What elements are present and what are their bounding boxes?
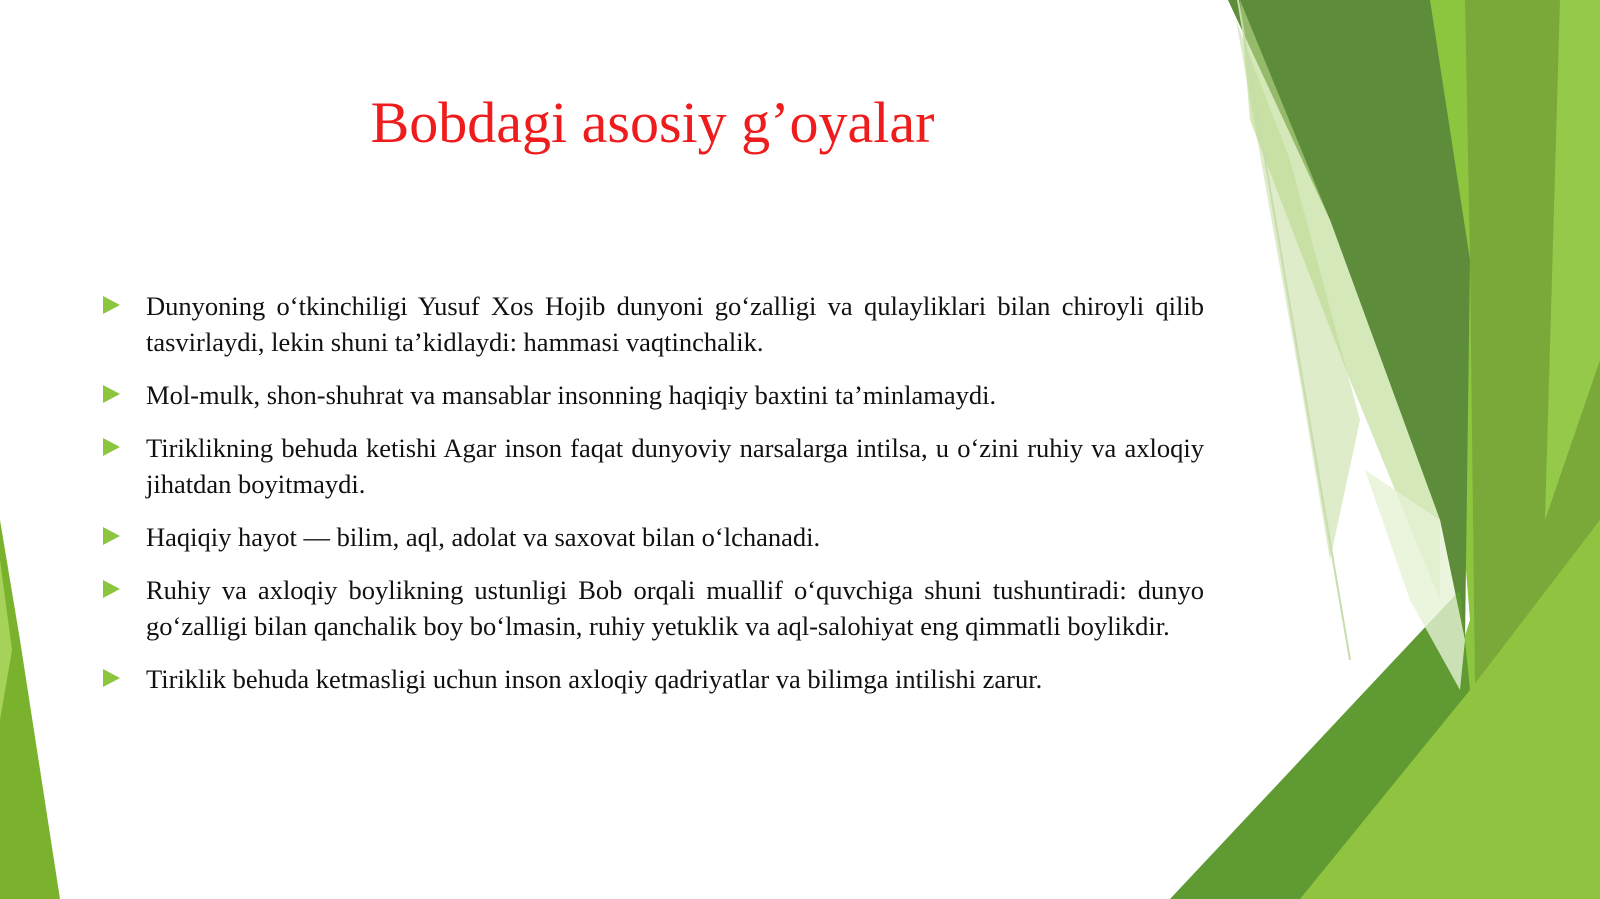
bullet-list: [100, 288, 1204, 714]
bullet-item: [100, 661, 1204, 697]
triangle-right-icon: [103, 296, 120, 314]
bullet-text: Tiriklikning behuda ketishi Agar inson faqat dunyoviy narsalarga intilsa, u o‘zini ruhiy va axloqiy jihatdan boyitmaydi.: [146, 433, 1204, 499]
bullet-text: Dunyoning o‘tkinchiligi Yusuf Xos Hojib dunyoni go‘zalligi va qulayliklari bilan chiroyli qilib tasvirlaydi, lekin shuni ta’kidlaydi: hammasi vaqtinchalik.: [146, 291, 1204, 357]
facet-left-green: [0, 520, 60, 899]
triangle-right-icon: [103, 438, 120, 456]
bullet-text: Ruhiy va axloqiy boylikning ustunligi Bob orqali muallif o‘quvchiga shuni tushuntiradi: dunyo go‘zalligi bilan qanchalik boy bo‘lmasin, ruhiy yetuklik va aql-salohiyat eng qimmatli boylikdir.: [146, 575, 1204, 641]
triangle-right-icon: [103, 580, 120, 598]
bullet-text: Tiriklik behuda ketmasligi uchun inson axloqiy qadriyatlar va bilimga intilishi zarur.: [146, 664, 1043, 694]
bullet-text: Haqiqiy hayot — bilim, aql, adolat va saxovat bilan o‘lchanadi.: [146, 522, 821, 552]
slide-title: Bobdagi asosiy g’oyalar: [370, 90, 935, 155]
bullet-item: [100, 288, 1204, 360]
triangle-right-icon: [103, 385, 120, 403]
bullet-item: [100, 519, 1204, 555]
bullet-text: Mol-mulk, shon-shuhrat va mansablar insonning haqiqiy baxtini ta’minlamaydi.: [146, 380, 997, 410]
triangle-right-icon: [103, 527, 120, 545]
triangle-right-icon: [103, 669, 120, 687]
bullet-item: [100, 572, 1204, 644]
bullet-item: [100, 430, 1204, 502]
bullet-item: [100, 377, 1204, 413]
